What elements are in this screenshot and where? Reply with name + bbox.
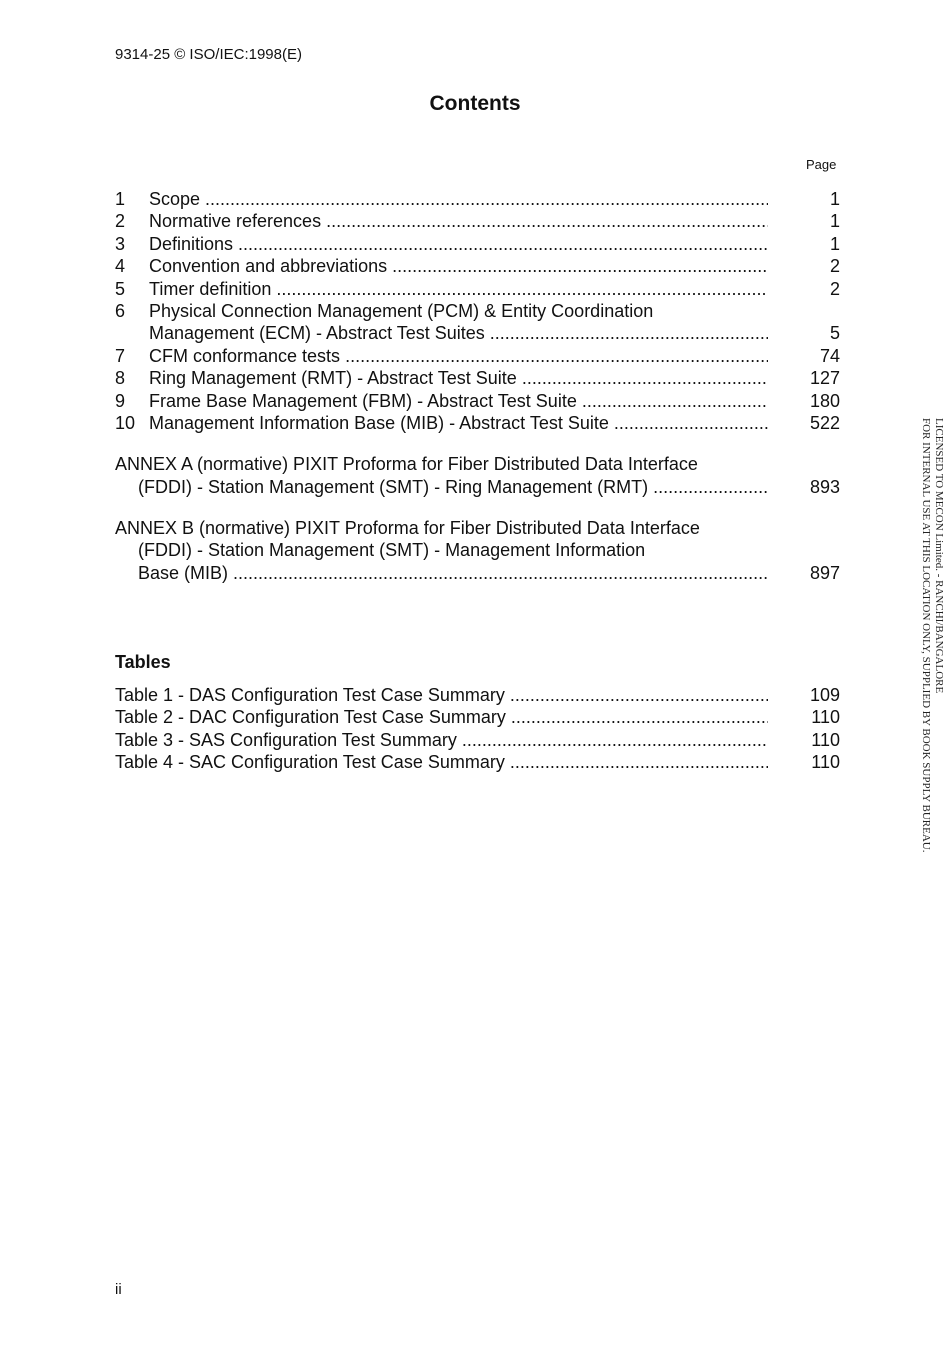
toc-entry-number: 2 [115,211,126,232]
toc-entry-title: Frame Base Management (FBM) - Abstract Test Suite ..... [149,390,768,412]
license-notice [919,418,945,852]
table-entry-title: Table 3 - SAS Configuration Test Summary ..... [115,729,768,751]
toc-entry-title: Ring Management (RMT) - Abstract Test Suite ..... [149,367,768,389]
toc-entry-title: Convention and abbreviations ..... [149,255,768,277]
annex-b-continuation[interactable] [115,539,840,561]
annex-a-continuation[interactable] [115,476,840,498]
table-entry[interactable] [115,751,840,773]
toc-entry-page: 180 [809,390,840,411]
page-column-label: Page [806,157,837,172]
tables-list [115,684,840,774]
toc-entry-page: 1 [829,211,840,232]
toc-entry-title: Normative references ..... [149,210,768,232]
toc-entry-page: 5 [829,323,840,344]
table-entry-page: 110 [811,752,840,773]
toc-entry[interactable] [115,278,840,300]
toc-entry[interactable] [115,188,840,210]
toc-entry-number: 3 [115,233,126,254]
toc-entry-number: 8 [115,368,126,389]
toc-entry-number: 6 [115,300,126,321]
contents-list [115,188,840,584]
table-entry-title: Table 2 - DAC Configuration Test Case Summary ..... [115,706,768,728]
annex-title-line3: Base (MIB) ..... [138,562,768,584]
toc-entry-title: Timer definition ..... [149,278,768,300]
annex-page: 893 [809,476,840,497]
toc-entry-page: 1 [829,233,840,254]
annex-b-continuation[interactable] [115,562,840,584]
license-notice-line2: FOR INTERNAL USE AT THIS LOCATION ONLY, SUPPLIED BY BOOK SUPPLY BUREAU. [920,418,932,853]
table-entry-page: 110 [811,707,840,728]
toc-entry-continuation[interactable] [115,322,840,344]
toc-entry-page: 1 [829,189,840,209]
toc-entry[interactable] [115,255,840,277]
annex-title-line2: (FDDI) - Station Management (SMT) - Management Information [138,540,646,561]
toc-entry-number: 7 [115,345,126,366]
toc-entry-number: 5 [115,278,126,299]
toc-entry-page: 2 [829,278,840,299]
table-entry-page: 110 [811,729,840,750]
toc-entry[interactable] [115,412,840,434]
toc-entry-number: 1 [115,189,126,209]
toc-entry-number: 9 [115,390,126,411]
table-entry-title: Table 1 - DAS Configuration Test Case Summary ..... [115,684,768,706]
toc-entry-page: 74 [819,345,840,366]
toc-entry-title-line1: Physical Connection Management (PCM) & Entity Coordination [149,300,654,321]
document-header: 9314-25 © ISO/IEC:1998(E) [115,46,302,63]
toc-entry[interactable] [115,390,840,412]
table-entry[interactable] [115,684,840,706]
toc-entry-title: CFM conformance tests ..... [149,345,768,367]
toc-entry[interactable] [115,345,840,367]
annex-page: 897 [809,562,840,583]
toc-entry-title-line2: Management (ECM) - Abstract Test Suites ..... [149,322,768,344]
license-notice-line1: LICENSED TO MECON Limited. - RANCHI/BANGALORE [933,418,945,694]
footer-page-number: ii [115,1281,122,1298]
toc-entry-number: 4 [115,256,126,277]
toc-entry[interactable] [115,367,840,389]
toc-entry-page: 522 [809,412,840,433]
toc-entry-title: Definitions ..... [149,233,768,255]
table-entry-page: 109 [809,685,840,705]
table-entry[interactable] [115,729,840,751]
toc-entry-number: 10 [115,412,136,433]
annex-title-line2: (FDDI) - Station Management (SMT) - Ring Management (RMT) ..... [138,476,768,498]
toc-entry-multiline[interactable] [115,300,840,322]
toc-entry[interactable] [115,210,840,232]
annex-b-entry[interactable] [115,517,840,539]
toc-entry-page: 2 [829,256,840,277]
toc-entry[interactable] [115,233,840,255]
table-entry[interactable] [115,706,840,728]
annex-a-entry[interactable] [115,453,840,475]
tables-heading: Tables [115,652,171,672]
toc-entry-title: Scope ..... [149,188,768,210]
table-entry-title: Table 4 - SAC Configuration Test Case Summary ..... [115,751,768,773]
annex-title-line1: ANNEX B (normative) PIXIT Proforma for Fiber Distributed Data Interface [115,518,700,539]
annex-title-line1: ANNEX A (normative) PIXIT Proforma for Fiber Distributed Data Interface [115,454,698,475]
toc-entry-title: Management Information Base (MIB) - Abstract Test Suite ..... [149,412,768,434]
page-title: Contents [429,92,521,115]
toc-entry-page: 127 [809,368,840,389]
